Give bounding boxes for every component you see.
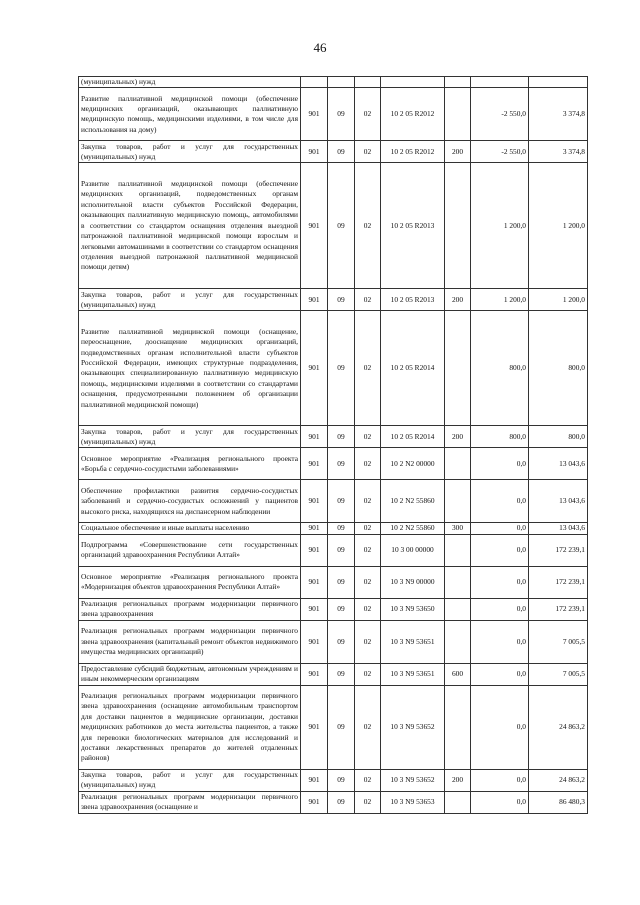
row-name: Развитие паллиативной медицинской помощи (обеспечение медицинских организаций, подведомственных органам исполнительной власти субъектов Российской Федерации, оказывающих паллиативную медицинскую помощь, автомобилями в соответствии со стандартом оснащения отделения выездной патронажной паллиативной медицинской помощи взрослым и легковыми автомашинами в соответствии со стандартом оснащения отделения выездной патронажной паллиативной медицинской помощи детям) xyxy=(79,163,301,289)
change-amount: 1 200,0 xyxy=(471,163,529,289)
subsection-code: 02 xyxy=(355,141,381,163)
row-name: Реализация региональных программ модернизации первичного звена здравоохранения xyxy=(79,598,301,620)
table-row xyxy=(79,480,588,523)
subsection-code: 02 xyxy=(355,598,381,620)
subsection-code: 02 xyxy=(355,566,381,598)
ministry-code: 901 xyxy=(301,141,328,163)
ministry-code: 901 xyxy=(301,663,328,685)
subsection-code: 02 xyxy=(355,480,381,523)
ministry-code: 901 xyxy=(301,769,328,791)
change-amount: 0,0 xyxy=(471,685,529,769)
total-amount: 3 374,8 xyxy=(529,141,588,163)
section-code: 09 xyxy=(328,141,355,163)
subsection-code: 02 xyxy=(355,426,381,448)
ministry-code: 901 xyxy=(301,620,328,663)
change-amount: 800,0 xyxy=(471,426,529,448)
ministry-code: 901 xyxy=(301,791,328,813)
subsection-code: 02 xyxy=(355,523,381,534)
table-row xyxy=(79,88,588,141)
total-amount: 1 200,0 xyxy=(529,289,588,311)
table-row xyxy=(79,163,588,289)
expense-type xyxy=(445,791,471,813)
row-name: Предоставление субсидий бюджетным, автономным учреждениям и иным некоммерческим организациям xyxy=(79,663,301,685)
budget-table-body xyxy=(79,77,588,814)
section-code: 09 xyxy=(328,534,355,566)
table-row xyxy=(79,566,588,598)
total-amount: 13 043,6 xyxy=(529,480,588,523)
expense-type xyxy=(445,88,471,141)
table-row xyxy=(79,685,588,769)
target-article: 10 2 05 R2013 xyxy=(381,163,445,289)
section-code: 09 xyxy=(328,480,355,523)
row-name: Обеспечение профилактики развития сердечно-сосудистых заболеваний и сердечно-сосудистых осложнений у пациентов высокого риска, находящихся на диспансерном наблюдении xyxy=(79,480,301,523)
table-row xyxy=(79,289,588,311)
expense-type: 600 xyxy=(445,663,471,685)
section-code: 09 xyxy=(328,426,355,448)
expense-type xyxy=(445,598,471,620)
target-article: 10 2 05 R2014 xyxy=(381,426,445,448)
ministry-code: 901 xyxy=(301,534,328,566)
budget-table xyxy=(78,76,588,814)
change-amount: 0,0 xyxy=(471,534,529,566)
subsection-code: 02 xyxy=(355,769,381,791)
change-amount: 1 200,0 xyxy=(471,289,529,311)
expense-type xyxy=(445,620,471,663)
subsection-code: 02 xyxy=(355,791,381,813)
total-amount: 86 480,3 xyxy=(529,791,588,813)
expense-type: 200 xyxy=(445,426,471,448)
target-article: 10 2 05 R2013 xyxy=(381,289,445,311)
ministry-code: 901 xyxy=(301,88,328,141)
change-amount: 800,0 xyxy=(471,311,529,426)
expense-type xyxy=(445,77,471,88)
table-row xyxy=(79,77,588,88)
expense-type xyxy=(445,685,471,769)
section-code: 09 xyxy=(328,311,355,426)
section-code: 09 xyxy=(328,289,355,311)
section-code: 09 xyxy=(328,769,355,791)
expense-type: 200 xyxy=(445,141,471,163)
subsection-code: 02 xyxy=(355,685,381,769)
row-name: Реализация региональных программ модернизации первичного звена здравоохранения (оснащение и xyxy=(79,791,301,813)
total-amount: 24 863,2 xyxy=(529,685,588,769)
change-amount: 0,0 xyxy=(471,769,529,791)
expense-type xyxy=(445,534,471,566)
table-row xyxy=(79,534,588,566)
target-article: 10 2 N2 55860 xyxy=(381,523,445,534)
ministry-code: 901 xyxy=(301,448,328,480)
change-amount: 0,0 xyxy=(471,523,529,534)
section-code: 09 xyxy=(328,163,355,289)
subsection-code: 02 xyxy=(355,663,381,685)
expense-type: 200 xyxy=(445,769,471,791)
table-row xyxy=(79,141,588,163)
target-article: 10 2 05 R2012 xyxy=(381,88,445,141)
target-article: 10 3 N9 53653 xyxy=(381,791,445,813)
change-amount: -2 550,0 xyxy=(471,141,529,163)
change-amount: 0,0 xyxy=(471,448,529,480)
section-code: 09 xyxy=(328,791,355,813)
target-article xyxy=(381,77,445,88)
change-amount xyxy=(471,77,529,88)
total-amount: 7 005,5 xyxy=(529,663,588,685)
change-amount: 0,0 xyxy=(471,791,529,813)
section-code: 09 xyxy=(328,566,355,598)
section-code: 09 xyxy=(328,620,355,663)
total-amount: 172 239,1 xyxy=(529,566,588,598)
target-article: 10 3 N9 53651 xyxy=(381,620,445,663)
total-amount: 13 043,6 xyxy=(529,523,588,534)
section-code: 09 xyxy=(328,663,355,685)
table-row xyxy=(79,426,588,448)
subsection-code: 02 xyxy=(355,448,381,480)
table-row xyxy=(79,523,588,534)
change-amount: -2 550,0 xyxy=(471,88,529,141)
total-amount xyxy=(529,77,588,88)
section-code: 09 xyxy=(328,685,355,769)
target-article: 10 2 05 R2014 xyxy=(381,311,445,426)
row-name: Закупка товаров, работ и услуг для государственных (муниципальных) нужд xyxy=(79,289,301,311)
ministry-code: 901 xyxy=(301,523,328,534)
ministry-code xyxy=(301,77,328,88)
subsection-code: 02 xyxy=(355,534,381,566)
total-amount: 172 239,1 xyxy=(529,534,588,566)
ministry-code: 901 xyxy=(301,480,328,523)
table-row xyxy=(79,620,588,663)
change-amount: 0,0 xyxy=(471,663,529,685)
expense-type xyxy=(445,566,471,598)
table-row xyxy=(79,311,588,426)
total-amount: 3 374,8 xyxy=(529,88,588,141)
ministry-code: 901 xyxy=(301,311,328,426)
table-row xyxy=(79,663,588,685)
change-amount: 0,0 xyxy=(471,566,529,598)
section-code: 09 xyxy=(328,598,355,620)
row-name: Реализация региональных программ модернизации первичного звена здравоохранения (оснащение автомобильным транспортом для доставки пациентов в медицинские организации, доставки медицинских работников до места жительства пациентов, а также для перевозки биологических материалов для исследований и доставки лекарственных препаратов до жителей отдаленных районов) xyxy=(79,685,301,769)
target-article: 10 2 N2 55860 xyxy=(381,480,445,523)
target-article: 10 2 05 R2012 xyxy=(381,141,445,163)
subsection-code: 02 xyxy=(355,620,381,663)
change-amount: 0,0 xyxy=(471,598,529,620)
ministry-code: 901 xyxy=(301,426,328,448)
row-name: Основное мероприятие «Реализация регионального проекта «Модернизация объектов здравоохранения Республики Алтай» xyxy=(79,566,301,598)
table-row xyxy=(79,598,588,620)
subsection-code: 02 xyxy=(355,88,381,141)
section-code: 09 xyxy=(328,88,355,141)
section-code xyxy=(328,77,355,88)
expense-type xyxy=(445,311,471,426)
row-name: Развитие паллиативной медицинской помощи (оснащение, переоснащение, дооснащение медицинских организаций, подведомственных органам исполнительной власти субъектов Российской Федерации, имеющих структурные подразделения, оказывающих специализированную паллиативную медицинскую помощь, медицинскими изделиями в соответствии со стандартами оснащения, предусмотренными положением об организации паллиативной медицинской помощи) xyxy=(79,311,301,426)
target-article: 10 3 N9 53652 xyxy=(381,685,445,769)
row-name: Реализация региональных программ модернизации первичного звена здравоохранения (капитальный ремонт объектов недвижимого имущества медицинских организаций) xyxy=(79,620,301,663)
expense-type: 300 xyxy=(445,523,471,534)
table-row xyxy=(79,791,588,813)
total-amount: 24 863,2 xyxy=(529,769,588,791)
target-article: 10 3 00 00000 xyxy=(381,534,445,566)
subsection-code: 02 xyxy=(355,289,381,311)
page-number: 46 xyxy=(313,40,327,55)
row-name: Основное мероприятие «Реализация регионального проекта «Борьба с сердечно-сосудистыми заболеваниями» xyxy=(79,448,301,480)
section-code: 09 xyxy=(328,448,355,480)
row-name: Закупка товаров, работ и услуг для государственных (муниципальных) нужд xyxy=(79,769,301,791)
subsection-code: 02 xyxy=(355,163,381,289)
table-row xyxy=(79,769,588,791)
total-amount: 800,0 xyxy=(529,311,588,426)
target-article: 10 3 N9 53650 xyxy=(381,598,445,620)
target-article: 10 3 N9 53651 xyxy=(381,663,445,685)
ministry-code: 901 xyxy=(301,685,328,769)
ministry-code: 901 xyxy=(301,163,328,289)
row-name: Закупка товаров, работ и услуг для государственных (муниципальных) нужд xyxy=(79,141,301,163)
expense-type xyxy=(445,163,471,289)
total-amount: 800,0 xyxy=(529,426,588,448)
row-name: (муниципальных) нужд xyxy=(79,77,301,88)
target-article: 10 3 N9 53652 xyxy=(381,769,445,791)
total-amount: 7 005,5 xyxy=(529,620,588,663)
target-article: 10 2 N2 00000 xyxy=(381,448,445,480)
change-amount: 0,0 xyxy=(471,620,529,663)
change-amount: 0,0 xyxy=(471,480,529,523)
total-amount: 13 043,6 xyxy=(529,448,588,480)
row-name: Развитие паллиативной медицинской помощи (обеспечение медицинских организаций, оказывающих паллиативную медицинскую помощь, медицинскими изделиями, в том числе для использования на дому) xyxy=(79,88,301,141)
expense-type xyxy=(445,480,471,523)
row-name: Подпрограмма «Совершенствование сети государственных организаций здравоохранения Республики Алтай» xyxy=(79,534,301,566)
section-code: 09 xyxy=(328,523,355,534)
total-amount: 1 200,0 xyxy=(529,163,588,289)
table-row xyxy=(79,448,588,480)
subsection-code xyxy=(355,77,381,88)
ministry-code: 901 xyxy=(301,598,328,620)
row-name: Закупка товаров, работ и услуг для государственных (муниципальных) нужд xyxy=(79,426,301,448)
target-article: 10 3 N9 00000 xyxy=(381,566,445,598)
row-name: Социальное обеспечение и иные выплаты населению xyxy=(79,523,301,534)
subsection-code: 02 xyxy=(355,311,381,426)
expense-type: 200 xyxy=(445,289,471,311)
total-amount: 172 239,1 xyxy=(529,598,588,620)
ministry-code: 901 xyxy=(301,289,328,311)
ministry-code: 901 xyxy=(301,566,328,598)
expense-type xyxy=(445,448,471,480)
